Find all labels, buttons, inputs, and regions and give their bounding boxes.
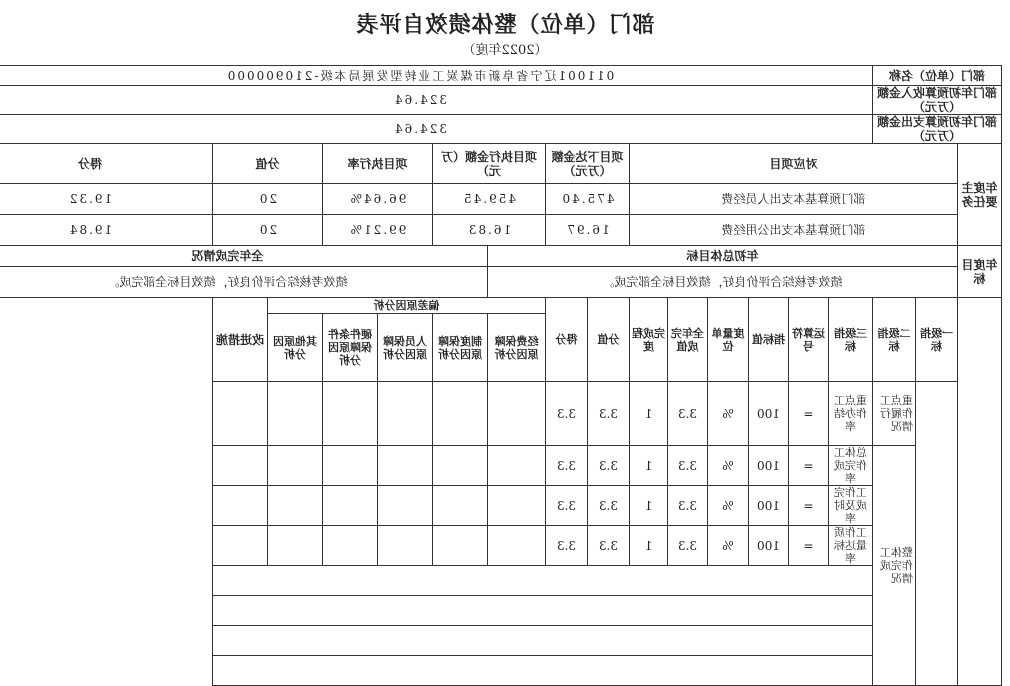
- ind-level1: [916, 382, 958, 686]
- ind-header-actual: 全年完成值: [668, 298, 708, 382]
- ind-target: 100: [749, 446, 789, 486]
- ind-dev-funding: [488, 382, 546, 446]
- ind-score: 3.3: [546, 526, 588, 566]
- ind-level3: 重点工作办结率: [829, 382, 873, 446]
- ind-header-dev-hardware: 硬件条件保障原因分析: [323, 314, 378, 382]
- ind-header-operator: 运算符号: [789, 298, 829, 382]
- tasks-section-label: 年度主要任务: [958, 144, 1002, 246]
- ind-dev-other: [268, 446, 323, 486]
- tasks-header-weight: 分值: [213, 144, 323, 184]
- ind-dev-system: [433, 446, 488, 486]
- ind-degree: 1: [630, 446, 668, 486]
- ind-operator: =: [789, 526, 829, 566]
- ind-target: 100: [749, 382, 789, 446]
- ind-unit: %: [708, 446, 749, 486]
- ind-header-deviation: 偏差原因分析: [268, 298, 546, 314]
- task-project: 部门预算基本支出公用经费: [630, 215, 958, 246]
- ind-header-dev-other: 其他原因分析: [268, 314, 323, 382]
- ind-header-dev-system: 制度保障原因分析: [433, 314, 488, 382]
- indicators-left-margin: [958, 298, 1002, 686]
- goals-section-label: 年度目标: [958, 246, 1002, 298]
- ind-score: 3.3: [546, 486, 588, 526]
- ind-header-degree: 完成程度: [630, 298, 668, 382]
- ind-dev-staff: [378, 446, 433, 486]
- ind-dev-hardware: [323, 526, 378, 566]
- ind-unit: %: [708, 486, 749, 526]
- ind-dev-hardware: [323, 382, 378, 446]
- ind-operator: =: [789, 486, 829, 526]
- ind-header-weight: 分值: [588, 298, 630, 382]
- task-issued: 16.97: [546, 215, 630, 246]
- task-score: 19.84: [0, 215, 213, 246]
- ind-actual: 3.3: [668, 382, 708, 446]
- ind-dev-other: [268, 526, 323, 566]
- ind-improve: [213, 526, 268, 566]
- ind-score: 3.3: [546, 446, 588, 486]
- table-row: [0, 526, 1002, 566]
- task-weight: 20: [213, 184, 323, 215]
- ind-header-unit: 度量单位: [708, 298, 749, 382]
- ind-unit: %: [708, 382, 749, 446]
- task-rate: 99.21%: [323, 215, 433, 246]
- income-label: 部门年初预算收入金额（万元）: [873, 86, 1002, 115]
- ind-actual: 3.3: [668, 526, 708, 566]
- ind-dev-other: [268, 382, 323, 446]
- ind-level2: 重点工作履行情况: [873, 382, 916, 446]
- page-subtitle: （2022年度）: [462, 43, 548, 58]
- ind-dev-funding: [488, 526, 546, 566]
- completion-label: 全年完成情况: [0, 246, 488, 267]
- income-value: 324.64: [0, 86, 873, 115]
- ind-dev-staff: [378, 486, 433, 526]
- ind-weight: 3.3: [588, 382, 630, 446]
- ind-dev-system: [433, 382, 488, 446]
- evaluation-table: [0, 65, 1002, 686]
- task-issued: 475.40: [546, 184, 630, 215]
- ind-dev-staff: [378, 382, 433, 446]
- table-row: [0, 486, 1002, 526]
- ind-header-dev-funding: 经费保障原因分析: [488, 314, 546, 382]
- ind-degree: 1: [630, 526, 668, 566]
- ind-level2: 整体工作完成情况: [873, 446, 916, 686]
- ind-header-level1: 一级指标: [916, 298, 958, 382]
- task-project: 部门预算基本支出人员经费: [630, 184, 958, 215]
- overall-target-label: 年初总体目标: [488, 246, 958, 267]
- ind-weight: 3.3: [588, 526, 630, 566]
- overall-target-text: 绩效考核综合评价良好，绩效目标全部完成。: [488, 267, 958, 298]
- tasks-header-executed: 项目执行金额（万元）: [433, 144, 546, 184]
- ind-header-level2: 二级指标: [873, 298, 916, 382]
- table-row: [0, 446, 1002, 486]
- ind-dev-hardware: [323, 486, 378, 526]
- ind-operator: =: [789, 446, 829, 486]
- ind-degree: 1: [630, 382, 668, 446]
- ind-level3: 工作质量达标率: [829, 526, 873, 566]
- ind-header-target: 指标值: [749, 298, 789, 382]
- dept-name-label: 部门（单位）名称: [873, 66, 1002, 86]
- tasks-header-project: 对应项目: [630, 144, 958, 184]
- ind-operator: =: [789, 382, 829, 446]
- table-row: [0, 184, 1002, 215]
- ind-dev-hardware: [323, 446, 378, 486]
- ind-unit: %: [708, 526, 749, 566]
- ind-dev-other: [268, 486, 323, 526]
- ind-dev-funding: [488, 486, 546, 526]
- ind-actual: 3.3: [668, 446, 708, 486]
- ind-dev-system: [433, 486, 488, 526]
- ind-header-level3: 三级指标: [829, 298, 873, 382]
- ind-improve: [213, 382, 268, 446]
- ind-target: 100: [749, 486, 789, 526]
- ind-degree: 1: [630, 486, 668, 526]
- table-row: [0, 215, 1002, 246]
- task-rate: 96.64%: [323, 184, 433, 215]
- dept-name-value: 011001辽宁省阜新市煤炭工业转型发展局本级-210900000: [0, 66, 873, 86]
- ind-score: 3.3: [546, 382, 588, 446]
- table-row: [0, 382, 1002, 446]
- expend-value: 324.64: [0, 115, 873, 144]
- task-executed: 16.83: [433, 215, 546, 246]
- ind-dev-staff: [378, 526, 433, 566]
- completion-text: 绩效考核综合评价良好，绩效目标全部完成。: [0, 267, 488, 298]
- ind-level3: 工作完成及时率: [829, 486, 873, 526]
- expend-label: 部门年初预算支出金额（万元）: [873, 115, 1002, 144]
- ind-weight: 3.3: [588, 486, 630, 526]
- tasks-header-issued: 项目下达金额（万元）: [546, 144, 630, 184]
- tasks-header-rate: 项目执行率: [323, 144, 433, 184]
- task-executed: 459.45: [433, 184, 546, 215]
- task-weight: 20: [213, 215, 323, 246]
- ind-weight: 3.3: [588, 446, 630, 486]
- ind-header-dev-staff: 人员保障原因分析: [378, 314, 433, 382]
- ind-improve: [213, 446, 268, 486]
- ind-improve: [213, 486, 268, 526]
- tasks-header-score: 得分: [0, 144, 213, 184]
- ind-level3: 总体工作完成率: [829, 446, 873, 486]
- page-title: 部门（单位）整体绩效自评表: [355, 12, 655, 38]
- ind-dev-system: [433, 526, 488, 566]
- ind-target: 100: [749, 526, 789, 566]
- ind-header-improve: 改进措施: [213, 298, 268, 382]
- ind-header-score: 得分: [546, 298, 588, 382]
- ind-actual: 3.3: [668, 486, 708, 526]
- ind-dev-funding: [488, 446, 546, 486]
- task-score: 19.32: [0, 184, 213, 215]
